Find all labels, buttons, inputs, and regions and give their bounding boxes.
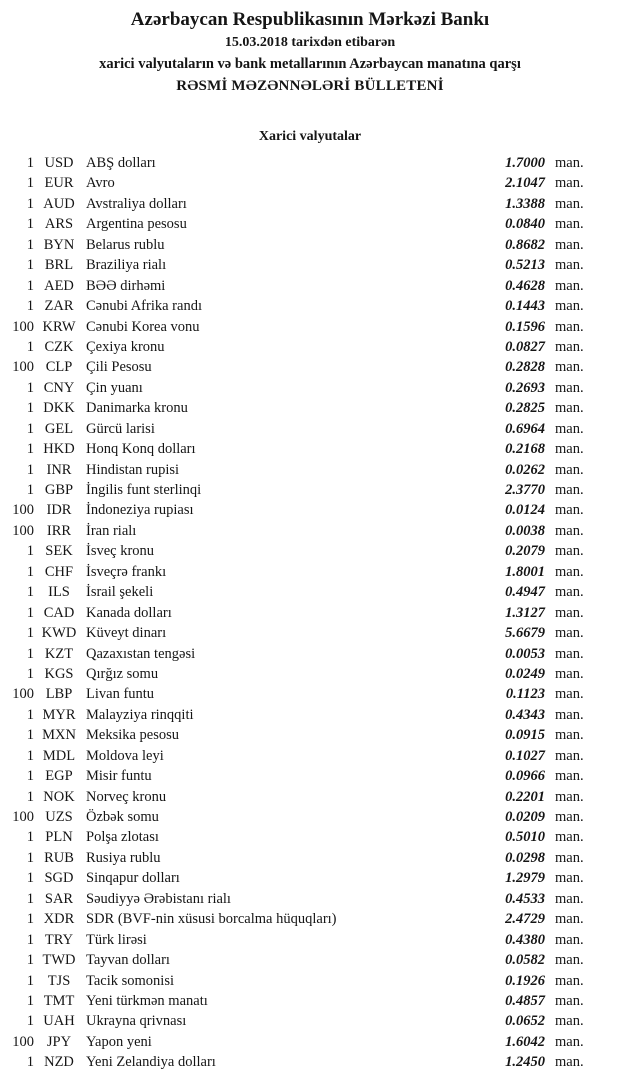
- currency-row: [0, 235, 596, 255]
- currency-name: İsveçrə frankı: [86, 563, 167, 580]
- currency-unit-label: man.: [555, 461, 584, 478]
- currency-unit-label: man.: [555, 400, 584, 417]
- currency-code: SGD: [44, 870, 74, 887]
- currency-code: MYR: [42, 706, 76, 723]
- currency-row: [0, 684, 596, 704]
- currency-row: [0, 357, 596, 377]
- currency-row: [0, 194, 596, 214]
- currency-rate: 0.4380: [505, 931, 545, 948]
- currency-code: XDR: [43, 911, 75, 928]
- currency-unit-label: man.: [555, 277, 584, 294]
- currency-quantity: 1: [26, 155, 34, 171]
- currency-code: LBP: [45, 686, 73, 703]
- currency-row: [0, 909, 596, 929]
- effective-date: 15.03.2018 tarixdən etibarən: [224, 35, 396, 50]
- currency-name: İsrail şekeli: [86, 584, 154, 601]
- currency-name: Sinqapur dolları: [86, 870, 180, 887]
- currency-quantity: 100: [12, 502, 34, 519]
- currency-code: CAD: [43, 604, 75, 621]
- currency-quantity: 100: [12, 1033, 34, 1050]
- currency-name: Səudiyyə Ərəbistanı rialı: [86, 890, 231, 907]
- currency-quantity: 1: [26, 1013, 34, 1030]
- currency-code: AED: [44, 277, 74, 294]
- currency-name: İndoneziya rupiası: [86, 502, 194, 519]
- currency-quantity: 1: [26, 747, 34, 764]
- currency-quantity: 1: [26, 277, 34, 294]
- currency-quantity: 1: [26, 420, 34, 437]
- currency-unit-label: man.: [555, 257, 584, 274]
- currency-rate: 0.1443: [505, 298, 545, 315]
- currency-code: JPY: [46, 1033, 72, 1050]
- currency-quantity: 100: [12, 522, 34, 539]
- currency-unit-label: man.: [555, 870, 584, 887]
- currency-name: Çili Pesosu: [86, 359, 152, 376]
- currency-rate: 0.0053: [505, 645, 545, 662]
- currency-code: UZS: [45, 809, 73, 825]
- currency-rate: 0.0840: [505, 216, 545, 233]
- currency-rate: 0.4533: [505, 890, 545, 907]
- currency-code: GEL: [44, 420, 74, 437]
- currency-unit-label: man.: [555, 298, 584, 315]
- currency-quantity: 1: [26, 543, 34, 560]
- currency-unit-label: man.: [555, 645, 584, 662]
- currency-row: [0, 889, 596, 909]
- bulletin-title: RƏSMİ MƏZƏNNƏLƏRİ BÜLLETENİ: [176, 78, 444, 94]
- page-title: Azərbaycan Respublikasının Mərkəzi Bankı: [130, 9, 490, 30]
- section-title-foreign-currencies: Xarici valyutalar: [258, 129, 362, 144]
- currency-quantity: 1: [26, 563, 34, 580]
- currency-row: [0, 746, 596, 766]
- currency-unit-label: man.: [555, 952, 584, 969]
- currency-unit-label: man.: [555, 420, 584, 437]
- currency-name: İran rialı: [86, 522, 137, 539]
- currency-code: TMT: [43, 992, 75, 1009]
- currency-unit-label: man.: [555, 686, 584, 703]
- currency-unit-label: man.: [555, 543, 584, 560]
- currency-name: Misir funtu: [86, 768, 152, 785]
- currency-name: SDR (BVF-nin xüsusi borcalma hüquqları): [86, 911, 337, 928]
- currency-name: Danimarka kronu: [86, 400, 188, 417]
- currency-name: Cənubi Afrika randı: [86, 298, 202, 315]
- currency-row: [0, 664, 596, 684]
- currency-rate: 0.0262: [505, 461, 545, 478]
- currency-code: CHF: [44, 563, 74, 580]
- currency-row: [0, 582, 596, 602]
- currency-unit-label: man.: [555, 747, 584, 764]
- currency-name: Yeni türkmən manatı: [86, 992, 208, 1009]
- currency-row: [0, 868, 596, 888]
- currency-name: Norveç kronu: [86, 788, 167, 805]
- currency-name: Qırğız somu: [86, 665, 159, 682]
- currency-row: [0, 971, 596, 991]
- currency-unit-label: man.: [555, 604, 584, 621]
- currency-rate: 2.4729: [505, 911, 545, 928]
- currency-name: Meksika pesosu: [86, 727, 180, 744]
- currency-code: MDL: [42, 747, 76, 764]
- currency-quantity: 1: [26, 379, 34, 396]
- currency-row: [0, 787, 596, 807]
- currency-rate: 2.1047: [505, 175, 545, 192]
- currency-code: USD: [44, 155, 74, 171]
- currency-name: Avstraliya dolları: [86, 195, 187, 212]
- currency-row: [0, 173, 596, 193]
- currency-quantity: 100: [12, 318, 34, 335]
- currency-quantity: 1: [26, 604, 34, 621]
- currency-code: HKD: [43, 441, 75, 458]
- currency-unit-label: man.: [555, 972, 584, 989]
- currency-code: INR: [46, 461, 72, 478]
- currency-name: Malayziya rinqqiti: [86, 706, 194, 723]
- currency-quantity: 1: [26, 625, 34, 642]
- currency-rate: 0.2079: [505, 543, 545, 560]
- currency-unit-label: man.: [555, 706, 584, 723]
- currency-quantity: 1: [26, 890, 34, 907]
- currency-quantity: 1: [26, 849, 34, 866]
- currency-quantity: 1: [26, 706, 34, 723]
- currency-code: NOK: [43, 788, 75, 805]
- currency-row: [0, 827, 596, 847]
- currency-code: KZT: [44, 645, 74, 662]
- currency-rate: 0.2201: [505, 788, 545, 805]
- currency-quantity: 1: [26, 727, 34, 744]
- currency-rate-table: [0, 153, 620, 1073]
- currency-name: Belarus rublu: [86, 236, 165, 253]
- currency-quantity: 1: [26, 216, 34, 233]
- currency-name: BƏƏ dirhəmi: [86, 277, 166, 294]
- currency-rate: 0.6964: [505, 420, 545, 437]
- currency-quantity: 100: [12, 686, 34, 703]
- currency-rate: 0.0827: [505, 338, 545, 355]
- currency-rate: 0.2825: [505, 400, 545, 417]
- currency-name: Qazaxıstan tengəsi: [86, 645, 196, 662]
- currency-row: [0, 398, 596, 418]
- currency-code: BYN: [43, 236, 75, 253]
- currency-rate: 0.2828: [505, 359, 545, 376]
- currency-code: RUB: [44, 849, 74, 866]
- currency-unit-label: man.: [555, 849, 584, 866]
- currency-name: Gürcü larisi: [86, 420, 155, 437]
- currency-rate: 0.4628: [505, 277, 545, 294]
- currency-code: AUD: [43, 195, 75, 212]
- currency-rate: 0.0966: [505, 768, 545, 785]
- currency-row: [0, 214, 596, 234]
- currency-code: ZAR: [44, 298, 74, 315]
- currency-code: TRY: [44, 931, 74, 948]
- currency-unit-label: man.: [555, 195, 584, 212]
- currency-rate: 0.5213: [505, 257, 545, 274]
- currency-row: [0, 1011, 596, 1031]
- currency-row: [0, 766, 596, 786]
- currency-rate: 1.6042: [505, 1033, 545, 1050]
- currency-row: [0, 848, 596, 868]
- currency-quantity: 1: [26, 461, 34, 478]
- currency-unit-label: man.: [555, 809, 584, 825]
- currency-unit-label: man.: [555, 931, 584, 948]
- currency-row: [0, 1052, 596, 1072]
- currency-code: ARS: [44, 216, 74, 233]
- currency-row: [0, 439, 596, 459]
- currency-name: Özbək somu: [86, 809, 159, 825]
- currency-unit-label: man.: [555, 522, 584, 539]
- currency-code: IDR: [46, 502, 72, 519]
- currency-name: Avro: [86, 175, 115, 192]
- currency-row: [0, 337, 596, 357]
- currency-name: Çin yuanı: [86, 379, 143, 396]
- currency-unit-label: man.: [555, 727, 584, 744]
- currency-rate: 0.5010: [505, 829, 545, 846]
- currency-unit-label: man.: [555, 625, 584, 642]
- currency-unit-label: man.: [555, 482, 584, 498]
- currency-row: [0, 317, 596, 337]
- currency-code: SAR: [44, 890, 74, 907]
- currency-code: ILS: [48, 584, 70, 601]
- currency-rate: 0.2693: [505, 379, 545, 396]
- currency-rate: 0.4343: [505, 706, 545, 723]
- bulletin-header: [0, 0, 620, 97]
- currency-unit-label: man.: [555, 1033, 584, 1050]
- currency-rate: 0.1926: [505, 972, 545, 989]
- currency-row: [0, 255, 596, 275]
- currency-code: EGP: [45, 768, 73, 785]
- currency-unit-label: man.: [555, 441, 584, 458]
- currency-row: [0, 153, 596, 173]
- currency-name: Küveyt dinarı: [86, 625, 167, 642]
- currency-row: [0, 930, 596, 950]
- currency-name: Hindistan rupisi: [86, 461, 180, 478]
- currency-quantity: 1: [26, 584, 34, 601]
- currency-unit-label: man.: [555, 502, 584, 519]
- currency-rate: 0.0298: [505, 849, 545, 866]
- currency-quantity: 100: [12, 359, 34, 376]
- currency-row: [0, 705, 596, 725]
- currency-rate: 5.6679: [505, 625, 545, 642]
- currency-unit-label: man.: [555, 584, 584, 601]
- currency-quantity: 1: [26, 236, 34, 253]
- currency-code: GBP: [44, 482, 74, 498]
- currency-rate: 0.0652: [505, 1013, 545, 1030]
- currency-name: Yeni Zelandiya dolları: [86, 1054, 216, 1071]
- currency-row: [0, 460, 596, 480]
- currency-code: SEK: [45, 543, 73, 560]
- currency-unit-label: man.: [555, 338, 584, 355]
- currency-row: [0, 296, 596, 316]
- currency-name: Rusiya rublu: [86, 849, 161, 866]
- currency-row: [0, 562, 596, 582]
- currency-name: Cənubi Korea vonu: [86, 318, 200, 335]
- currency-name: Argentina pesosu: [86, 216, 187, 233]
- currency-rate: 0.2168: [505, 441, 545, 458]
- currency-row: [0, 807, 596, 827]
- currency-rate: 1.2979: [505, 870, 545, 887]
- currency-unit-label: man.: [555, 992, 584, 1009]
- currency-code: UAH: [43, 1013, 75, 1030]
- currency-rate: 1.3127: [505, 604, 545, 621]
- currency-rate: 0.0124: [505, 502, 545, 519]
- currency-quantity: 1: [26, 338, 34, 355]
- currency-name: Ukrayna qrivnası: [86, 1013, 187, 1030]
- currency-row: [0, 603, 596, 623]
- currency-row: [0, 725, 596, 745]
- currency-unit-label: man.: [555, 665, 584, 682]
- currency-code: CZK: [44, 338, 74, 355]
- currency-quantity: 1: [26, 195, 34, 212]
- currency-unit-label: man.: [555, 379, 584, 396]
- currency-name: ABŞ dolları: [86, 155, 156, 171]
- currency-code: CNY: [43, 379, 75, 396]
- currency-row: [0, 644, 596, 664]
- currency-unit-label: man.: [555, 768, 584, 785]
- currency-quantity: 1: [26, 911, 34, 928]
- currency-rate: 0.0582: [505, 952, 545, 969]
- currency-quantity: 1: [26, 298, 34, 315]
- currency-quantity: 1: [26, 175, 34, 192]
- currency-unit-label: man.: [555, 236, 584, 253]
- currency-unit-label: man.: [555, 216, 584, 233]
- currency-rate: 0.0915: [505, 727, 545, 744]
- currency-name: Tacik somonisi: [86, 972, 174, 989]
- currency-unit-label: man.: [555, 1013, 584, 1030]
- currency-name: Honq Konq dolları: [86, 441, 196, 458]
- currency-name: Livan funtu: [86, 686, 155, 703]
- currency-quantity: 1: [26, 645, 34, 662]
- currency-row: [0, 500, 596, 520]
- currency-quantity: 1: [26, 441, 34, 458]
- currency-unit-label: man.: [555, 175, 584, 192]
- currency-unit-label: man.: [555, 911, 584, 928]
- currency-unit-label: man.: [555, 318, 584, 335]
- currency-name: İngilis funt sterlinqi: [86, 482, 202, 498]
- currency-quantity: 100: [12, 809, 34, 825]
- currency-name: Türk lirəsi: [86, 931, 147, 948]
- currency-code: MXN: [42, 727, 76, 744]
- currency-rate: 0.8682: [505, 236, 545, 253]
- currency-name: Yapon yeni: [86, 1033, 152, 1050]
- currency-code: KGS: [44, 665, 74, 682]
- currency-quantity: 1: [26, 482, 34, 498]
- currency-name: Polşa zlotası: [86, 829, 159, 846]
- currency-unit-label: man.: [555, 1054, 584, 1071]
- currency-rate: 0.4857: [505, 992, 545, 1009]
- currency-quantity: 1: [26, 952, 34, 969]
- currency-rate: 0.0038: [505, 522, 545, 539]
- currency-rate: 0.1123: [505, 686, 545, 703]
- currency-quantity: 1: [26, 788, 34, 805]
- currency-quantity: 1: [26, 829, 34, 846]
- currency-rate: 1.8001: [505, 563, 545, 580]
- currency-name: Çexiya kronu: [86, 338, 165, 355]
- currency-rate: 2.3770: [505, 482, 545, 498]
- currency-code: EUR: [44, 175, 74, 192]
- currency-rate: 0.0249: [505, 665, 545, 682]
- currency-row: [0, 480, 596, 500]
- bulletin-subtitle: xarici valyutaların və bank metallarının Azərbaycan manatına qarşı: [99, 56, 521, 72]
- currency-rate: 0.1027: [505, 747, 545, 764]
- currency-quantity: 1: [26, 665, 34, 682]
- currency-code: BRL: [44, 257, 74, 274]
- currency-code: TWD: [42, 952, 76, 969]
- currency-unit-label: man.: [555, 359, 584, 376]
- currency-code: KRW: [42, 318, 76, 335]
- currency-code: PLN: [45, 829, 73, 846]
- currency-code: KWD: [41, 625, 77, 642]
- currency-name: Tayvan dolları: [86, 952, 170, 969]
- currency-quantity: 1: [26, 931, 34, 948]
- currency-rate: 0.0209: [505, 809, 545, 825]
- currency-quantity: 1: [26, 870, 34, 887]
- currency-unit-label: man.: [555, 563, 584, 580]
- currency-code: CLP: [45, 359, 73, 376]
- currency-quantity: 1: [26, 257, 34, 274]
- currency-code: TJS: [47, 972, 71, 989]
- currency-row: [0, 541, 596, 561]
- currency-rate: 0.4947: [505, 584, 545, 601]
- currency-row: [0, 623, 596, 643]
- currency-code: IRR: [46, 522, 72, 539]
- currency-row: [0, 950, 596, 970]
- currency-row: [0, 991, 596, 1011]
- currency-rate: 1.7000: [505, 155, 545, 171]
- currency-quantity: 1: [26, 768, 34, 785]
- currency-row: [0, 521, 596, 541]
- currency-rate: 1.3388: [505, 195, 545, 212]
- currency-unit-label: man.: [555, 155, 584, 171]
- currency-rate: 0.1596: [505, 318, 545, 335]
- currency-row: [0, 419, 596, 439]
- currency-name: Kanada dolları: [86, 604, 172, 621]
- currency-name: Braziliya rialı: [86, 257, 167, 274]
- currency-row: [0, 378, 596, 398]
- currency-quantity: 1: [26, 972, 34, 989]
- currency-rate: 1.2450: [505, 1054, 545, 1071]
- currency-row: [0, 276, 596, 296]
- currency-quantity: 1: [26, 1054, 34, 1071]
- currency-unit-label: man.: [555, 829, 584, 846]
- currency-quantity: 1: [26, 400, 34, 417]
- currency-code: NZD: [44, 1054, 74, 1071]
- currency-row: [0, 1032, 596, 1052]
- currency-unit-label: man.: [555, 890, 584, 907]
- currency-code: DKK: [43, 400, 75, 417]
- currency-name: Moldova leyi: [86, 747, 164, 764]
- currency-quantity: 1: [26, 992, 34, 1009]
- currency-unit-label: man.: [555, 788, 584, 805]
- currency-name: İsveç kronu: [86, 543, 155, 560]
